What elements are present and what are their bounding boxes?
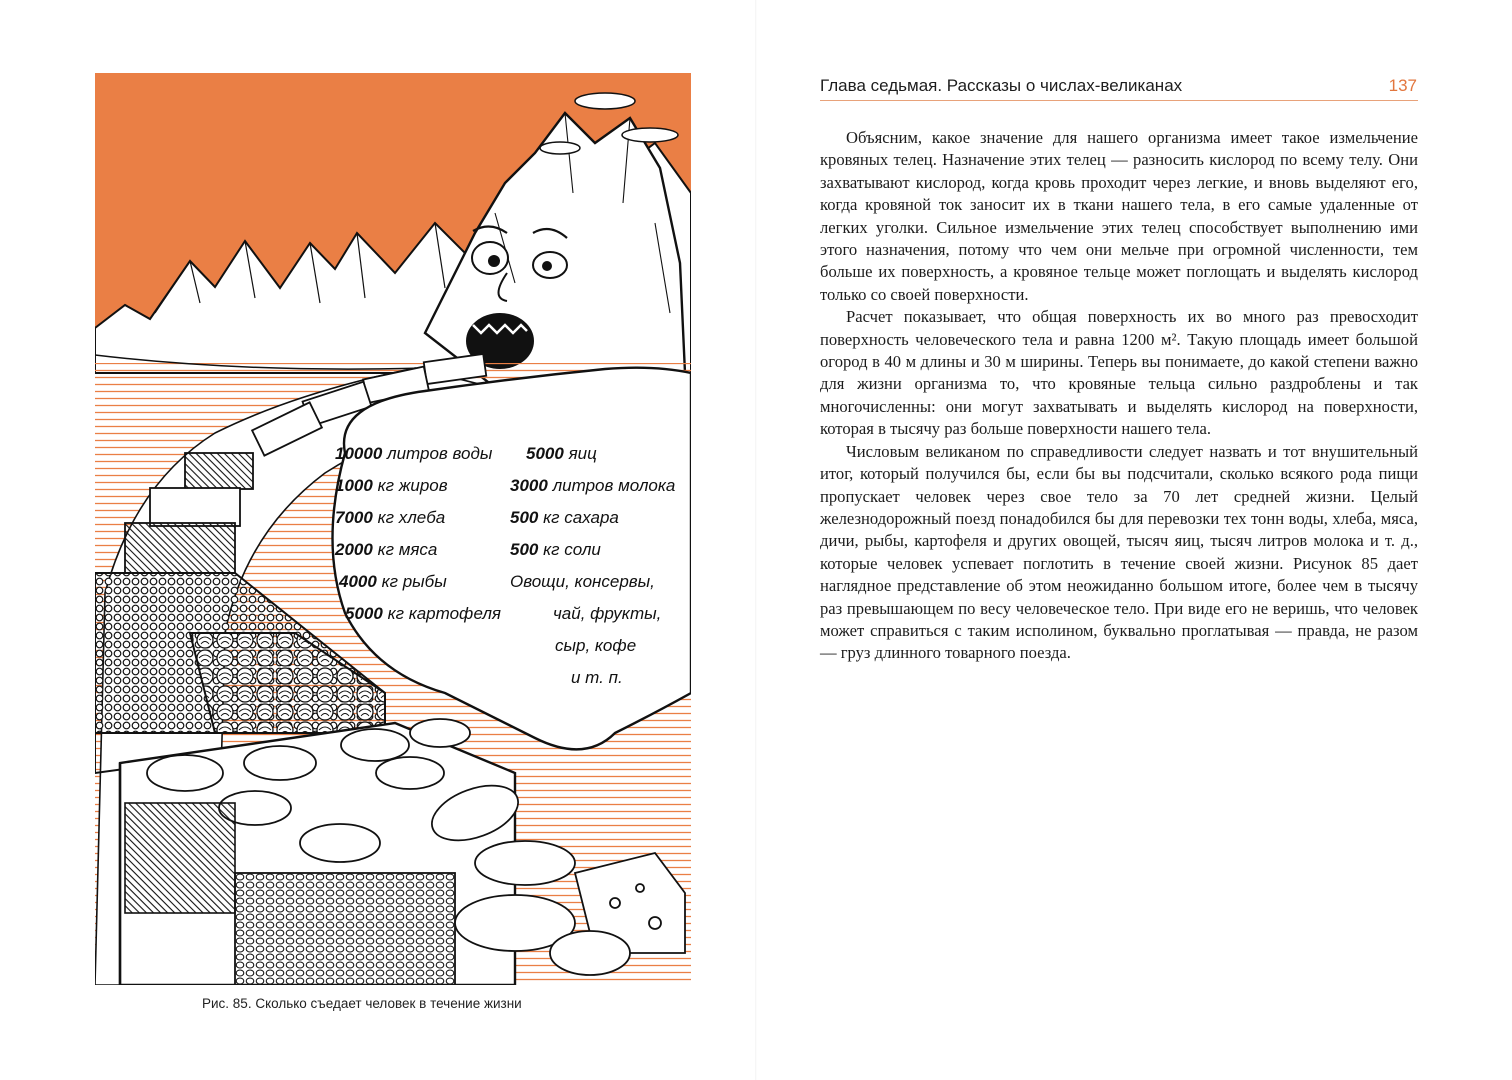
cloud — [622, 128, 678, 142]
label: кг сахара — [543, 508, 619, 527]
body-text — [820, 127, 1418, 665]
callout-misc-line-3: сыр, кофе — [555, 636, 637, 655]
figure-85-illustration — [95, 73, 691, 985]
paragraph: Расчет показывает, что общая поверхность их во много раз превосходит поверхность человеческого тела и равна 1200 м². Такую площадь имеет большой огород в 40 м длины и 30 м ширины. Теперь вы понимаете, до какой степени важно для жизни организма то, что кровяные тельца сильно раздроблены и так многочисленны: они могут захватывать и выделять кислород на поверхности, которая в тысячу раз больше поверхности нашего тела. — [820, 307, 1418, 439]
label: литров молока — [552, 476, 676, 495]
amount: 4000 — [339, 572, 377, 591]
callout-fish — [339, 573, 447, 590]
callout-water — [335, 445, 492, 462]
callout-eggs — [526, 445, 597, 462]
callout-bread — [335, 509, 445, 526]
callout-meat — [335, 541, 437, 558]
spread-gutter — [755, 0, 757, 1080]
page-number: 137 — [1388, 76, 1417, 95]
amount: 5000 — [526, 444, 564, 463]
callout-potatoes — [345, 605, 501, 622]
amount: 7000 — [335, 508, 373, 527]
label: кг рыбы — [381, 572, 447, 591]
label: кг жиров — [377, 476, 448, 495]
label: литров воды — [387, 444, 493, 463]
label: яиц — [568, 444, 597, 463]
cloud — [540, 142, 580, 154]
callout-salt — [510, 541, 601, 558]
amount: 3000 — [510, 476, 548, 495]
paragraph: Числовым великаном по справедливости следует назвать и тот внушительный итог, который получился бы, если бы вы подсчитали, сколько всякого рода пищи пропускает человек через свое тело за 70 лет средней жизни. Целый железнодорожный поезд понадобился бы для перевозки тех тонн воды, хлеба, мяса, дичи, рыбы, картофеля и других овощей, тысяч яиц, тысяч литров молока и т. д., которые человек успевает поглотить в течение своей жизни. Рисунок 85 дает наглядное представление об этом неожиданно большом итоге, более чем в тысячу раз превышающем по весу человеческое тело. При виде его не веришь, что человек может справиться с таким исполином, буквально проглатывая — правда, не разом — груз длинного товарного поезда. — [820, 441, 1418, 663]
amount: 2000 — [335, 540, 373, 559]
figure-caption: Рис. 85. Сколько съедает человек в течение жизни — [202, 996, 522, 1011]
amount: 1000 — [335, 476, 373, 495]
callout-misc-line-2: чай, фрукты, — [553, 604, 662, 623]
callout-misc-line-4: и т. п. — [571, 668, 623, 687]
running-head — [820, 76, 1418, 101]
label: кг соли — [543, 540, 601, 559]
label: кг хлеба — [377, 508, 446, 527]
paragraph: Объясним, какое значение для нашего организма имеет такое измельчение кровяных телец. Назначение этих телец — разносить кислород по всему телу. Они захватывают кислород, когда кровь проходит через легкие, и вновь выделяют его, когда кровяной ток заносит их в ткани нашего тела, в его самые удаленные от легких уголки. Сильное измельчение этих телец способствует выполнению ими этого назначения, потому что чем они мельче при огромной численности, тем больше их поверхность, а кровяное тельце может поглощать и выделять кислород только со своей поверхности. — [820, 128, 1418, 304]
callout-misc-line-1: Овощи, консервы, — [510, 572, 655, 591]
cloud — [575, 93, 635, 109]
amount: 5000 — [345, 604, 383, 623]
callout-sugar — [510, 509, 619, 526]
label: кг картофеля — [387, 604, 502, 623]
amount: 10000 — [335, 444, 383, 463]
amount: 500 — [510, 540, 539, 559]
callout-fats — [335, 477, 448, 494]
chapter-title: Глава седьмая. Рассказы о числах-великанах — [820, 76, 1183, 95]
amount: 500 — [510, 508, 539, 527]
callout-milk — [510, 477, 675, 494]
label: кг мяса — [377, 540, 438, 559]
